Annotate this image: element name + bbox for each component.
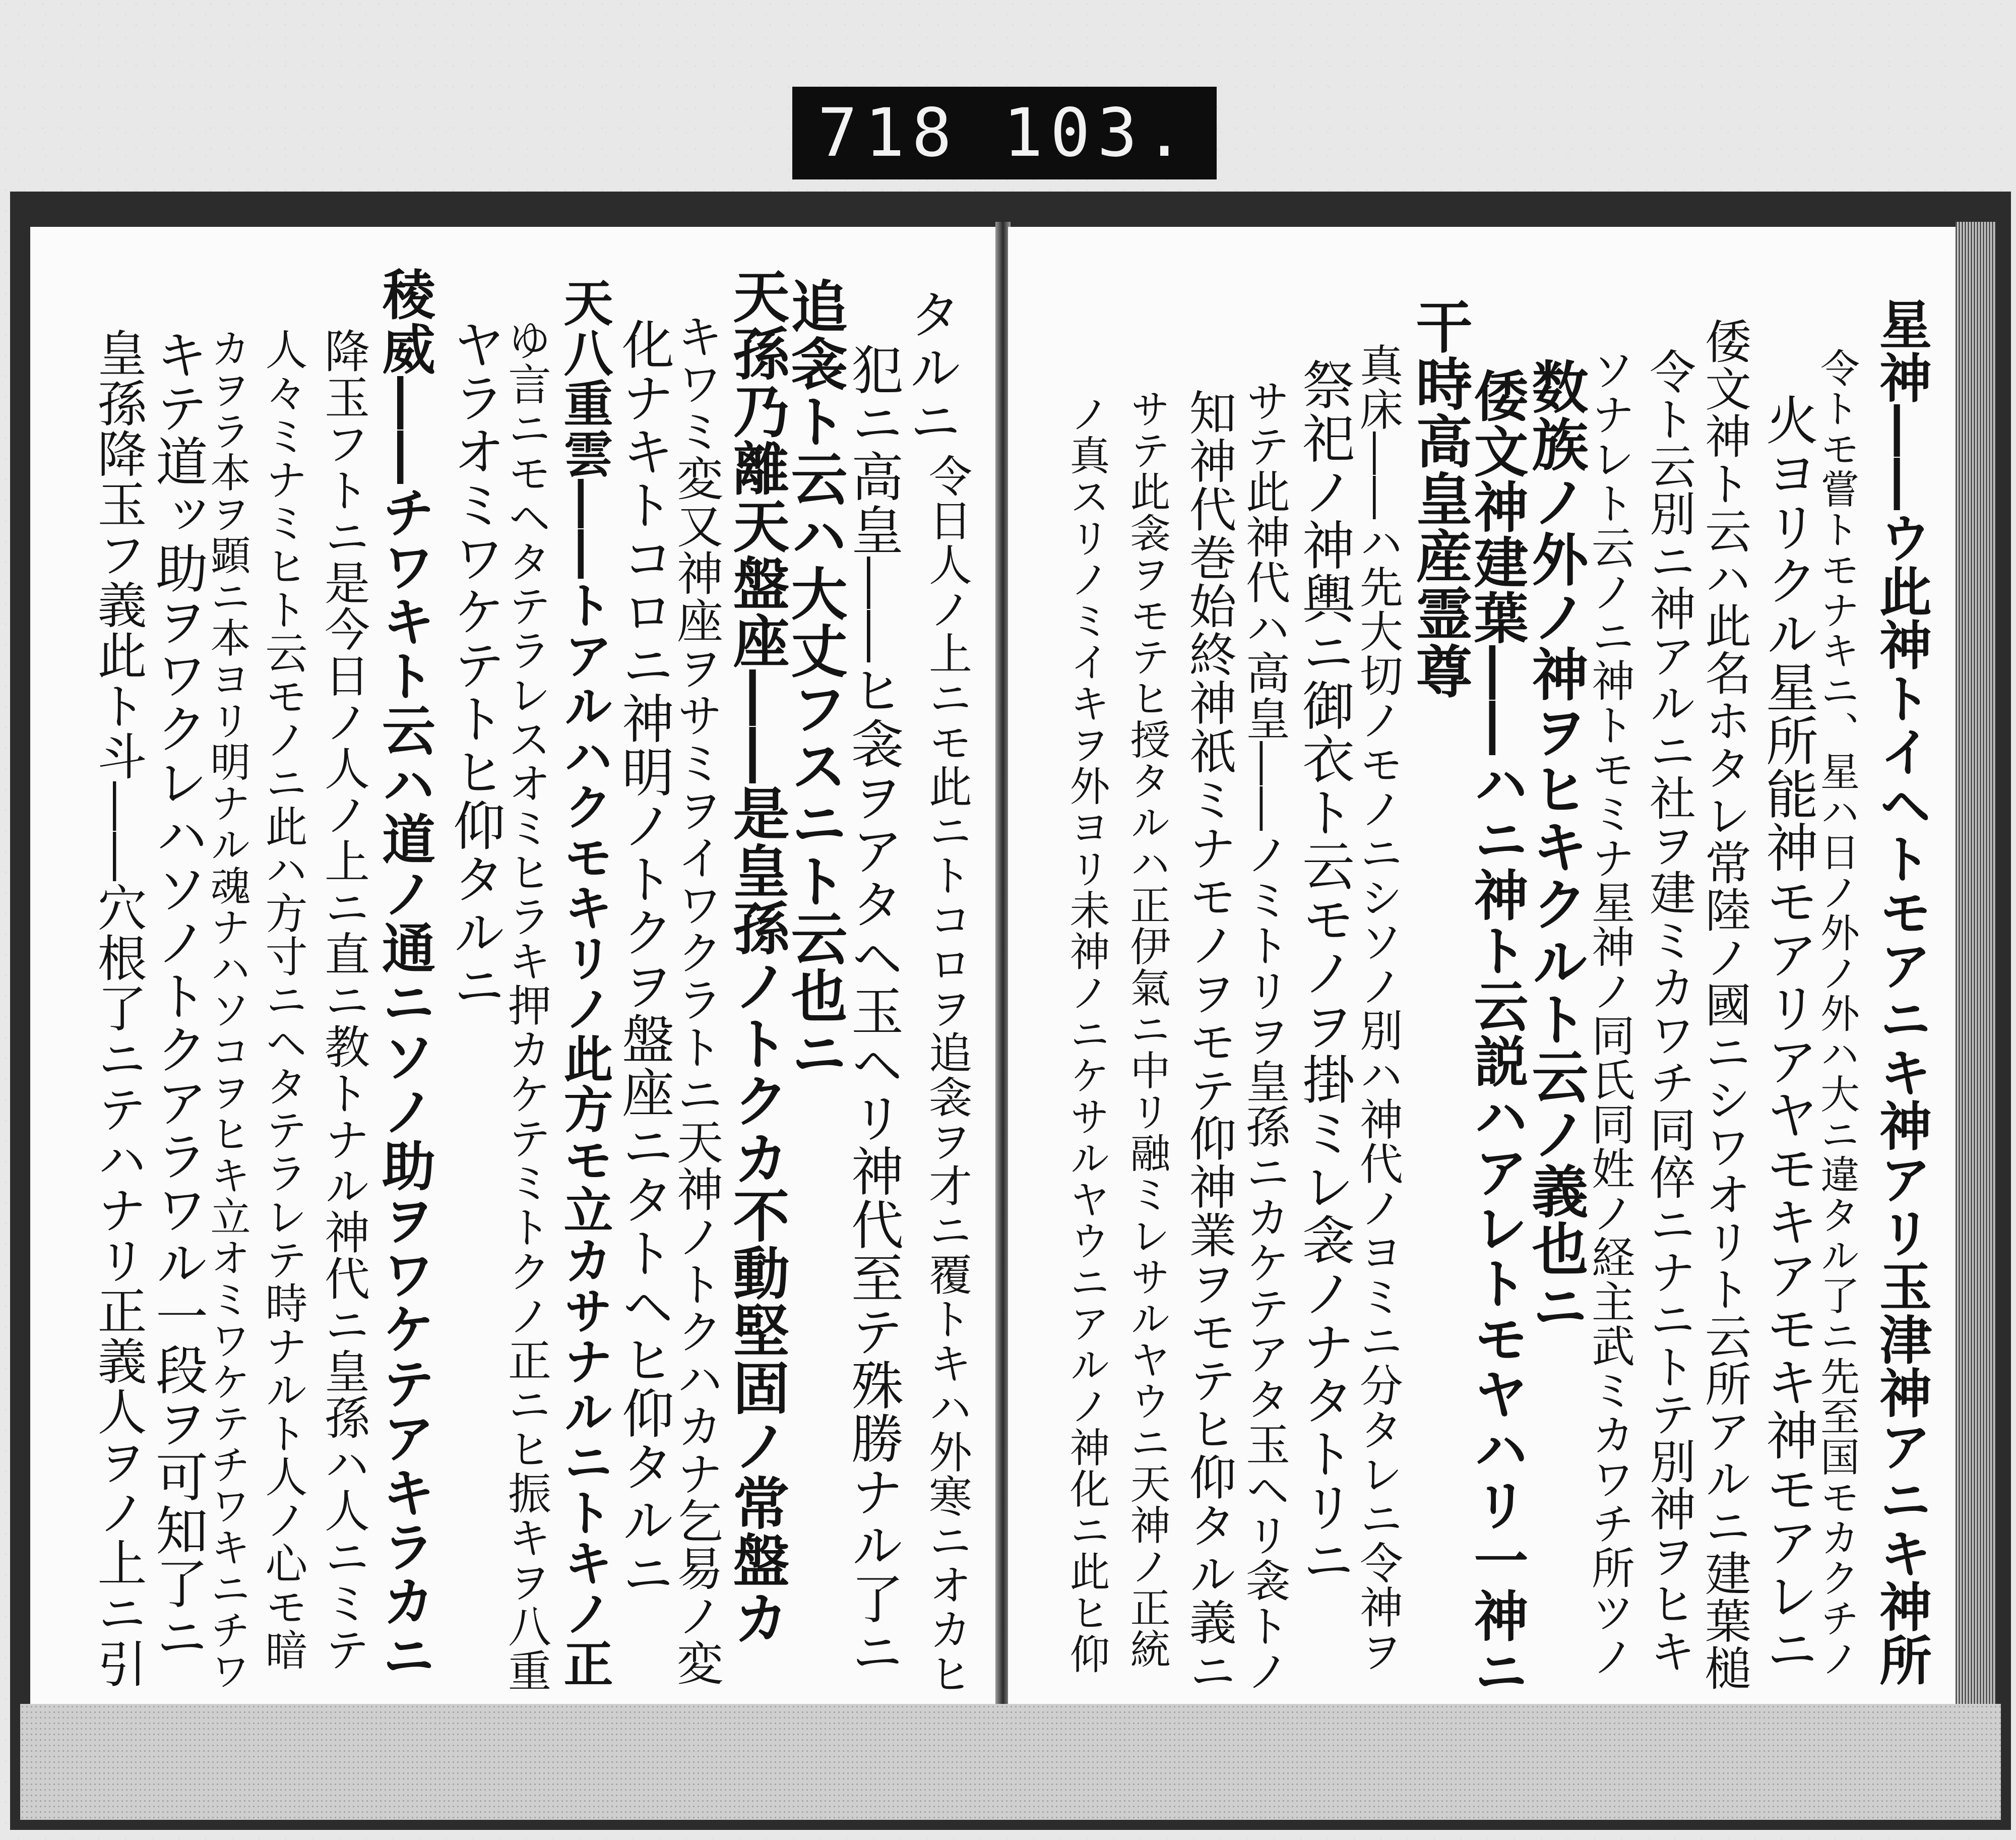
text-column: 真床――ハ先大切ノモノニシソノ別ハ神代ノヨミニ分タレニ令神ヲ [1352,343,1403,1674]
text-column: 数族ノ外ノ神ヲヒキクルト云ノ義也ニ [1523,358,1589,1335]
text-column: 化ナキトコロニ神明ノトクヲ盤座ニタトヘヒ仰タルニ [613,318,674,1600]
text-column: キテ道ッ助ヲワクレハソノトクアラワル一段ヲ可知了ニ [147,328,208,1664]
catalog-number-plate [792,87,1217,179]
text-column: 人々ミナミヒト云モノニ此ハ方寸ニヘタテラレテ時ナルト人ノ心モ暗 [259,328,308,1672]
text-column: キワミ変又神座ヲサミヲイワクラトニ天神ノトクハカナ乞易ノ変 [669,313,723,1687]
text-column: 追衾ト云ハ大丈フスニト云也ニ [782,277,848,1082]
text-column: 令日人ノ上ニモ此ニトコロヲ追衾ヲ才ニ覆トキハ外寒ニオカヒ [921,454,972,1696]
text-column: 干時高皇産霊尊 [1407,297,1473,700]
text-column: ソナレト云ノニ神トモミナ星神ノ同氏同姓ノ経主武ミカワチ所ツノ [1584,348,1634,1679]
right-page [1008,227,1966,1714]
text-column: 星神――ウ此神トイヘトモアニキ神アリ玉津神アニキ神所 [1870,297,1932,1687]
text-column: ゆ言ニモヘタテラレスオミヒラキ押カケテミトクノ正ニヒ振キヲ八重 [500,318,551,1693]
reel-number: 718 [817,94,959,172]
text-column: 稜威――チワキト云ハ道ノ通ニソノ助ヲワケテアキラカニ [373,267,436,1683]
text-column: 倭文神ト云ハ此名ホタレ常陸ノ國ニシワオリト云所アルニ建葉槌 [1697,318,1751,1692]
text-column: 天孫乃離天盤座――是皇孫ノトクカ不動堅固ノ常盤カ [724,267,790,1646]
text-column: ヤラオミワケテトヒ仰タルニ [444,318,506,1012]
text-column: タルニ [900,287,962,448]
text-column: 降玉フトニ是今日ノ人ノ上ニ直ニ教トナル神代ニ皇孫ハ人ニミテ [317,328,369,1673]
text-column: 令ト云別ニ神アルニ社ヲ建ミカワチ同倅ニナニトテ別神ヲヒキ [1642,348,1696,1675]
text-column: 皇孫降玉フ義此ト斗――穴根了ニテハナリ正義人ヲノ上ニ引 [89,328,147,1689]
text-column: 知神代巻始終神祇ミナモノヲモテ仰神業ヲモテヒ仰タル義ニ [1181,388,1236,1695]
left-page [30,227,998,1714]
text-column: サテ此衾ヲモテヒ授タルハ正伊氣ニ中リ融ミレサルヤウニ天神ノ正統 [1123,388,1170,1670]
text-column: ノ真スリノミイキヲ外ヨリ未神ノニケサルヤウニアルノ神化ニ此ヒ仰 [1063,393,1110,1675]
text-column: 令トモ嘗トモナキニ、星ハ日ノ外ノ外ハ大ニ違タル了ニ先至国モカクチノ [1814,348,1859,1679]
text-column: サテ此神代ハ高皇――ノミトリヲ皇孫ニカケテアタ玉ヘリ衾トノ [1239,378,1291,1694]
text-column: 祭祀ノ神輿ニ御衣ト云モノヲ掛ミレ衾ノナタトリニ [1293,358,1355,1587]
scan-bottom-margin [20,1704,2001,1820]
page-edges [1956,222,1996,1734]
text-column: 火ヨリクル星所能神モアリアヤモキアモキ神モアレニ [1757,393,1818,1676]
text-column: 犯ニ高皇――ヒ衾ヲアタヘ玉ヘリ神代至テ殊勝ナル了ニ [842,343,904,1679]
text-column: カヲラ本ヲ顕ニ本ヨリ明ナル魂ナハソコヲヒキ立オミワケテチワキニチワ [204,328,250,1692]
text-column: 天八重雲――トアルハクモキリノ此方モ立カサナルニトキノ正 [555,277,613,1689]
frame-number: 103. [1003,94,1191,172]
text-column: 倭文神建葉――ハニ神ト云説ハアレトモヤハリ一神ニ [1465,368,1528,1699]
